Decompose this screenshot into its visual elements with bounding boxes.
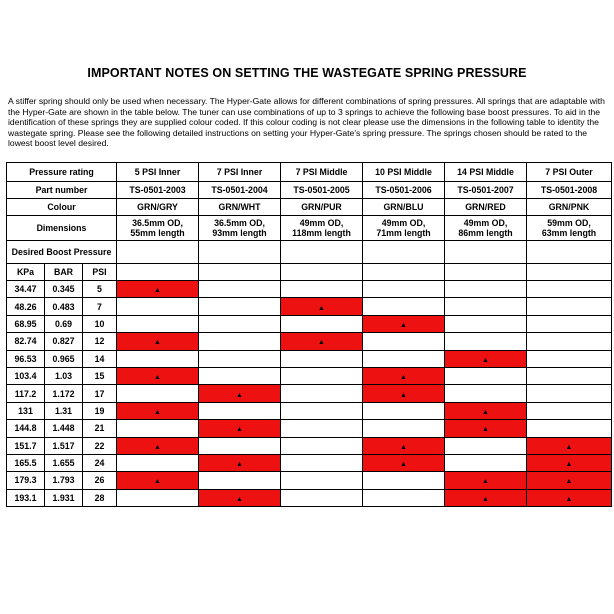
spring-selected-cell <box>527 454 612 471</box>
triangle-marker-icon: ▲ <box>154 478 161 486</box>
triangle-marker-icon: ▲ <box>236 461 243 469</box>
triangle-marker-icon: ▲ <box>565 478 573 486</box>
empty-cell <box>363 264 445 281</box>
spring-empty-cell <box>527 350 612 367</box>
spring-empty-cell <box>281 385 363 402</box>
bar-value: 0.965 <box>45 350 83 367</box>
boost-row <box>7 281 612 298</box>
spring-selected-cell <box>281 333 363 350</box>
desired-boost-label: Desired Boost Pressure <box>7 241 117 264</box>
spring-empty-cell <box>527 367 612 384</box>
triangle-marker-icon: ▲ <box>318 304 325 312</box>
boost-row <box>7 489 612 506</box>
psi-value: 7 <box>83 298 117 315</box>
spring-selected-cell <box>199 489 281 506</box>
pressure-rating-label: Pressure rating <box>7 163 117 182</box>
spring-rating: 5 PSI Inner <box>117 163 199 182</box>
bar-value: 1.31 <box>45 402 83 419</box>
spring-empty-cell <box>199 298 281 315</box>
bar-value: 1.448 <box>45 420 83 437</box>
bar-value: 1.655 <box>45 454 83 471</box>
psi-value: 21 <box>83 420 117 437</box>
triangle-marker-icon: ▲ <box>154 339 161 347</box>
part-number-row <box>7 182 612 199</box>
triangle-marker-icon: ▲ <box>400 461 407 469</box>
spring-od: 49mm OD, <box>381 217 426 228</box>
spring-dimensions <box>527 216 612 241</box>
spring-empty-cell <box>527 298 612 315</box>
spring-colour: GRN/PNK <box>527 199 612 216</box>
spring-selected-cell <box>527 437 612 454</box>
spring-empty-cell <box>199 281 281 298</box>
spring-empty-cell <box>445 281 527 298</box>
spring-rating: 10 PSI Middle <box>363 163 445 182</box>
bar-value: 0.345 <box>45 281 83 298</box>
spring-empty-cell <box>363 402 445 419</box>
triangle-marker-icon: ▲ <box>400 321 407 329</box>
triangle-marker-icon: ▲ <box>318 339 325 347</box>
bar-value: 1.931 <box>45 489 83 506</box>
psi-value: 24 <box>83 454 117 471</box>
spring-empty-cell <box>281 420 363 437</box>
triangle-marker-icon: ▲ <box>482 478 489 486</box>
spring-part-number: TS-0501-2003 <box>117 182 199 199</box>
spring-dimensions <box>199 216 281 241</box>
spring-selected-cell <box>199 385 281 402</box>
boost-row <box>7 350 612 367</box>
empty-cell <box>281 264 363 281</box>
spring-empty-cell <box>445 367 527 384</box>
spring-empty-cell <box>281 402 363 419</box>
spring-empty-cell <box>199 350 281 367</box>
kpa-value: 34.47 <box>7 281 45 298</box>
spring-empty-cell <box>527 281 612 298</box>
spring-selected-cell <box>117 333 199 350</box>
spring-colour: GRN/PUR <box>281 199 363 216</box>
spring-empty-cell <box>281 472 363 489</box>
spring-rating: 7 PSI Inner <box>199 163 281 182</box>
spring-dimensions <box>281 216 363 241</box>
spring-empty-cell <box>445 298 527 315</box>
spring-empty-cell <box>363 333 445 350</box>
spring-selected-cell <box>199 420 281 437</box>
bar-value: 0.827 <box>45 333 83 350</box>
triangle-marker-icon: ▲ <box>400 443 407 451</box>
empty-cell <box>117 264 199 281</box>
spring-length: 71mm length <box>376 228 431 238</box>
spring-od: 36.5mm OD, <box>214 217 265 228</box>
spring-colour: GRN/WHT <box>199 199 281 216</box>
spring-od: 36.5mm OD, <box>132 217 183 228</box>
spring-selected-cell <box>445 420 527 437</box>
spring-empty-cell <box>117 454 199 471</box>
spring-empty-cell <box>281 489 363 506</box>
spring-part-number: TS-0501-2004 <box>199 182 281 199</box>
kpa-value: 117.2 <box>7 385 45 402</box>
spring-empty-cell <box>527 402 612 419</box>
spring-empty-cell <box>199 367 281 384</box>
spring-length: 118mm length <box>292 228 351 238</box>
spring-empty-cell <box>199 402 281 419</box>
boost-row <box>7 454 612 471</box>
bar-value: 1.793 <box>45 472 83 489</box>
spring-empty-cell <box>199 333 281 350</box>
page-title: IMPORTANT NOTES ON SETTING THE WASTEGATE SPRING PRESSURE <box>87 66 527 80</box>
spring-rating: 7 PSI Outer <box>527 163 612 182</box>
colour-label: Colour <box>7 199 117 216</box>
triangle-marker-icon: ▲ <box>236 391 243 399</box>
spring-empty-cell <box>445 333 527 350</box>
spring-empty-cell <box>363 472 445 489</box>
spring-empty-cell <box>199 472 281 489</box>
spring-selected-cell <box>199 454 281 471</box>
spring-length: 63mm length <box>541 228 597 238</box>
spring-dimensions <box>445 216 527 241</box>
triangle-marker-icon: ▲ <box>236 495 243 503</box>
psi-value: 14 <box>83 350 117 367</box>
spring-empty-cell <box>363 489 445 506</box>
spring-colour: GRN/GRY <box>117 199 199 216</box>
spring-selected-cell <box>363 315 445 332</box>
spring-selected-cell <box>445 489 527 506</box>
spring-empty-cell <box>445 385 527 402</box>
spring-od: 49mm OD, <box>299 217 344 228</box>
kpa-value: 68.95 <box>7 315 45 332</box>
boost-row <box>7 315 612 332</box>
spring-selected-cell <box>117 281 199 298</box>
colour-row <box>7 199 612 216</box>
spring-selected-cell <box>117 367 199 384</box>
empty-cell <box>445 241 527 264</box>
spring-empty-cell <box>363 281 445 298</box>
spring-empty-cell <box>281 281 363 298</box>
psi-value: 10 <box>83 315 117 332</box>
spring-selected-cell <box>445 402 527 419</box>
spring-empty-cell <box>527 385 612 402</box>
spring-empty-cell <box>445 454 527 471</box>
spring-part-number: TS-0501-2005 <box>281 182 363 199</box>
triangle-marker-icon: ▲ <box>154 287 161 295</box>
triangle-marker-icon: ▲ <box>482 495 489 503</box>
spring-selected-cell <box>363 437 445 454</box>
spring-empty-cell <box>117 489 199 506</box>
boost-row <box>7 298 612 315</box>
spring-empty-cell <box>445 437 527 454</box>
empty-cell <box>363 241 445 264</box>
spring-selected-cell <box>281 298 363 315</box>
kpa-value: 193.1 <box>7 489 45 506</box>
kpa-value: 96.53 <box>7 350 45 367</box>
triangle-marker-icon: ▲ <box>154 374 161 382</box>
triangle-marker-icon: ▲ <box>482 426 489 434</box>
spring-empty-cell <box>527 315 612 332</box>
spring-length: 93mm length <box>212 228 267 238</box>
kpa-value: 103.4 <box>7 367 45 384</box>
psi-header: PSI <box>83 264 117 281</box>
spring-dimensions <box>363 216 445 241</box>
spring-empty-cell <box>445 315 527 332</box>
triangle-marker-icon: ▲ <box>482 408 489 416</box>
triangle-marker-icon: ▲ <box>400 374 407 382</box>
spring-length: 86mm length <box>458 228 513 238</box>
kpa-value: 82.74 <box>7 333 45 350</box>
spring-rating: 14 PSI Middle <box>445 163 527 182</box>
empty-cell <box>117 241 199 264</box>
boost-row <box>7 402 612 419</box>
dimensions-row <box>7 216 612 241</box>
pressure-rating-row <box>7 163 612 182</box>
empty-cell <box>281 241 363 264</box>
psi-value: 5 <box>83 281 117 298</box>
spring-empty-cell <box>281 350 363 367</box>
dimensions-label: Dimensions <box>7 216 117 241</box>
boost-row <box>7 472 612 489</box>
desired-boost-row <box>7 241 612 264</box>
spring-empty-cell <box>363 420 445 437</box>
psi-value: 17 <box>83 385 117 402</box>
spring-rating: 7 PSI Middle <box>281 163 363 182</box>
spring-selected-cell <box>527 472 612 489</box>
triangle-marker-icon: ▲ <box>154 443 161 451</box>
spring-colour: GRN/RED <box>445 199 527 216</box>
kpa-value: 179.3 <box>7 472 45 489</box>
spring-empty-cell <box>527 420 612 437</box>
boost-row <box>7 437 612 454</box>
spring-empty-cell <box>117 298 199 315</box>
triangle-marker-icon: ▲ <box>236 426 243 434</box>
spring-empty-cell <box>281 437 363 454</box>
bar-header: BAR <box>45 264 83 281</box>
spring-empty-cell <box>199 437 281 454</box>
kpa-value: 131 <box>7 402 45 419</box>
empty-cell <box>527 264 612 281</box>
intro-paragraph: A stiffer spring should only be used when necessary. The Hyper-Gate allows for different combinations of spring pressures. All springs that are adaptable with the Hyper-Gate are shown in the table below. The tuner can use combinations of up to 3 springs to achieve the following base boost pressures. To aid in the identification of these springs they are supplied colour coded. If this colour coding is not clear please use the dimensions in the following table to identity the wastegate spring. Please see the following detailed instructions on setting your Hyper-Gate's spring pressure. The springs chosen should be rated to the lowest boost level desired. <box>8 96 605 149</box>
bar-value: 1.172 <box>45 385 83 402</box>
boost-row <box>7 420 612 437</box>
boost-row <box>7 385 612 402</box>
spring-selected-cell <box>445 350 527 367</box>
boost-row <box>7 333 612 350</box>
triangle-marker-icon: ▲ <box>482 356 489 364</box>
kpa-value: 165.5 <box>7 454 45 471</box>
kpa-value: 144.8 <box>7 420 45 437</box>
spring-empty-cell <box>281 367 363 384</box>
empty-cell <box>527 241 612 264</box>
kpa-header: KPa <box>7 264 45 281</box>
spring-selected-cell <box>363 454 445 471</box>
spring-dimensions <box>117 216 199 241</box>
psi-value: 22 <box>83 437 117 454</box>
triangle-marker-icon: ▲ <box>400 391 407 399</box>
triangle-marker-icon: ▲ <box>565 495 573 503</box>
spring-empty-cell <box>117 385 199 402</box>
spring-selected-cell <box>445 472 527 489</box>
units-row <box>7 264 612 281</box>
spring-selected-cell <box>117 472 199 489</box>
psi-value: 28 <box>83 489 117 506</box>
bar-value: 0.69 <box>45 315 83 332</box>
spring-od: 49mm OD, <box>463 217 508 228</box>
spring-selected-cell <box>117 402 199 419</box>
bar-value: 1.517 <box>45 437 83 454</box>
spring-empty-cell <box>281 454 363 471</box>
spring-empty-cell <box>363 350 445 367</box>
triangle-marker-icon: ▲ <box>565 461 573 469</box>
triangle-marker-icon: ▲ <box>154 408 161 416</box>
bar-value: 0.483 <box>45 298 83 315</box>
psi-value: 15 <box>83 367 117 384</box>
empty-cell <box>445 264 527 281</box>
spring-empty-cell <box>363 298 445 315</box>
spring-colour: GRN/BLU <box>363 199 445 216</box>
part-number-label: Part number <box>7 182 117 199</box>
spring-empty-cell <box>117 420 199 437</box>
psi-value: 26 <box>83 472 117 489</box>
spring-part-number: TS-0501-2008 <box>527 182 612 199</box>
triangle-marker-icon: ▲ <box>565 443 573 451</box>
spring-empty-cell <box>117 315 199 332</box>
spring-empty-cell <box>117 350 199 367</box>
kpa-value: 151.7 <box>7 437 45 454</box>
kpa-value: 48.26 <box>7 298 45 315</box>
empty-cell <box>199 264 281 281</box>
spring-empty-cell <box>527 333 612 350</box>
spring-part-number: TS-0501-2006 <box>363 182 445 199</box>
spring-selected-cell <box>363 385 445 402</box>
spring-part-number: TS-0501-2007 <box>445 182 527 199</box>
spring-od: 59mm OD, <box>547 217 591 228</box>
boost-row <box>7 367 612 384</box>
spring-length: 55mm length <box>130 228 185 238</box>
spring-selected-cell <box>363 367 445 384</box>
spring-empty-cell <box>281 315 363 332</box>
empty-cell <box>199 241 281 264</box>
spring-selected-cell <box>117 437 199 454</box>
spring-pressure-table <box>6 162 612 507</box>
bar-value: 1.03 <box>45 367 83 384</box>
psi-value: 12 <box>83 333 117 350</box>
psi-value: 19 <box>83 402 117 419</box>
spring-empty-cell <box>199 315 281 332</box>
spring-selected-cell <box>527 489 612 506</box>
